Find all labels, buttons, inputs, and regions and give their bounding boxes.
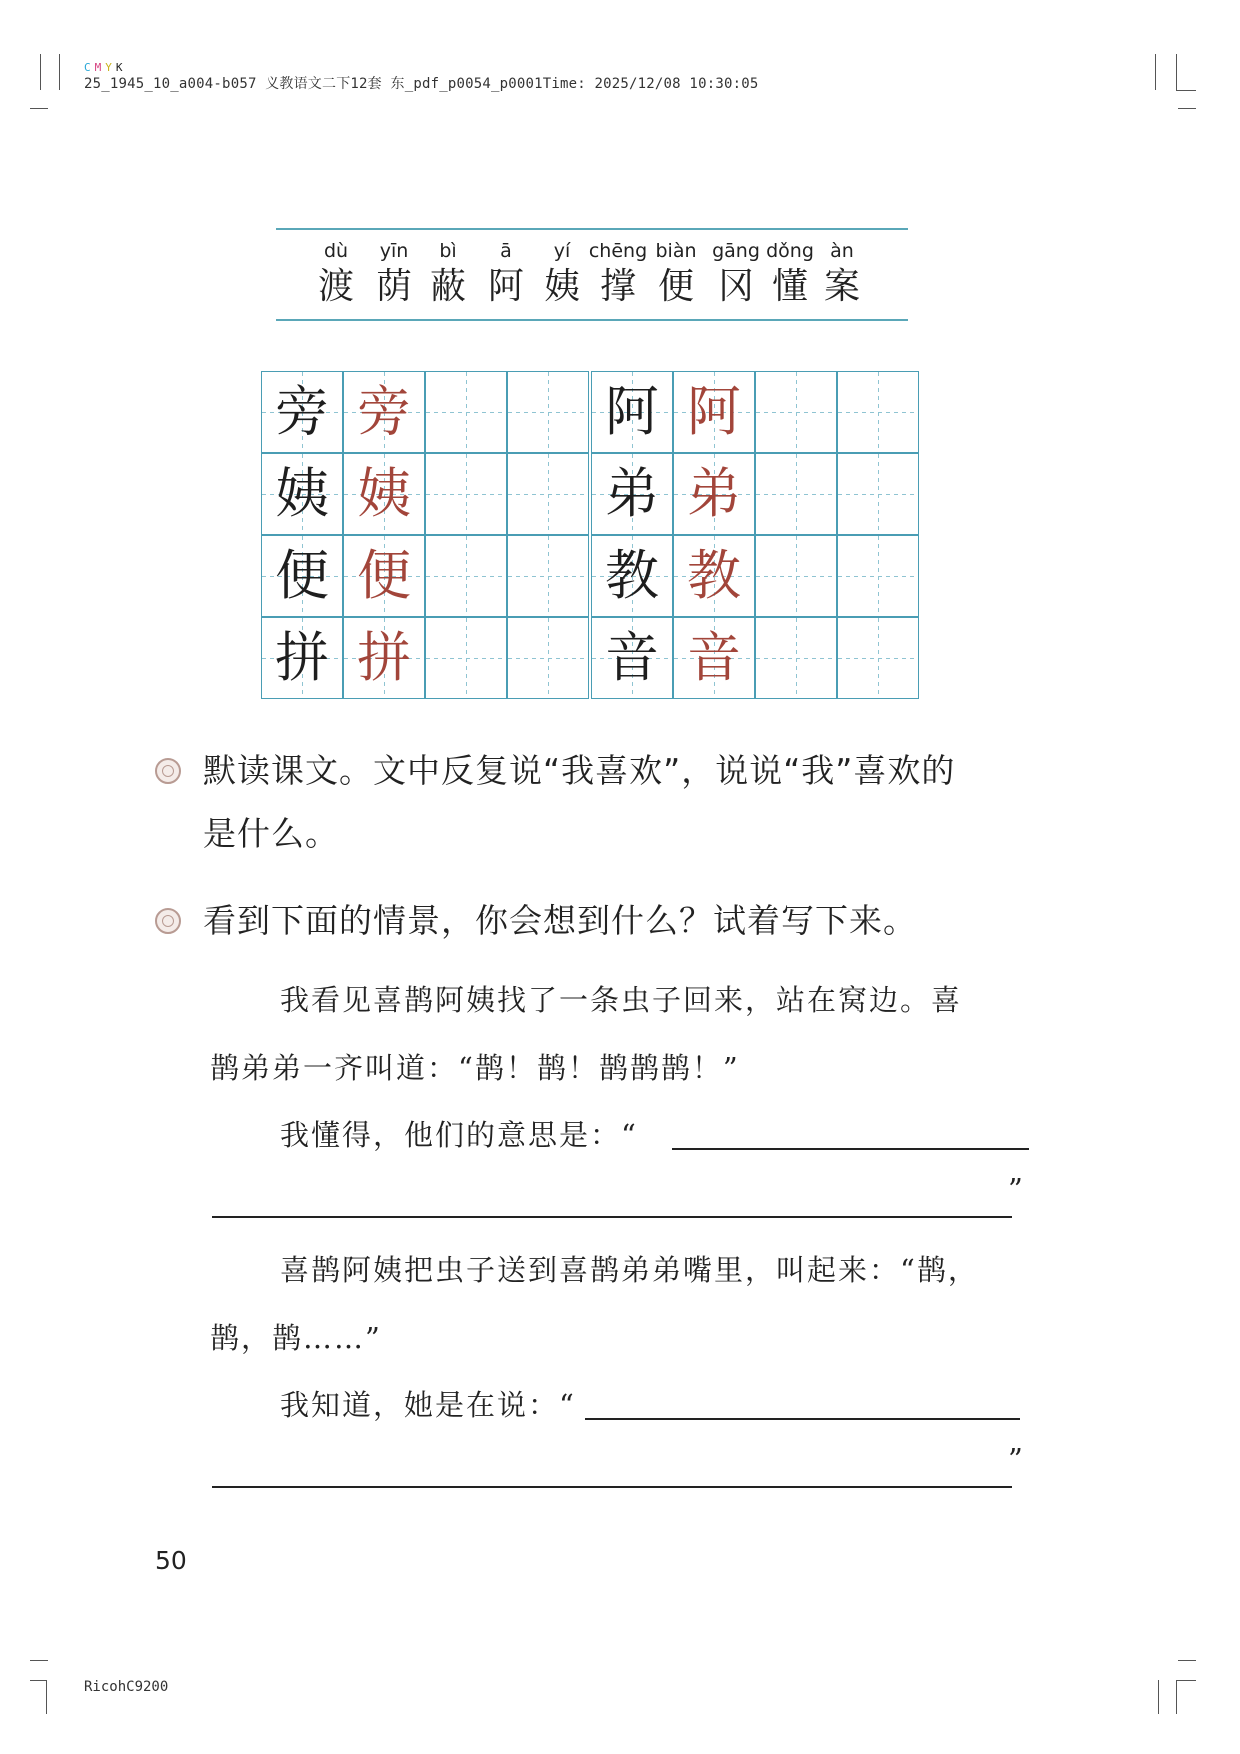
page-number: 50 xyxy=(155,1546,187,1575)
vocab-pinyin: chēng xyxy=(588,240,648,262)
model-character: 拼 xyxy=(261,617,343,699)
practice-cell[interactable] xyxy=(755,371,837,453)
story-para-3-line-2: 鹊，鹊……” xyxy=(210,1321,382,1355)
crop-mark xyxy=(59,54,60,90)
vocab-pinyin: gāng xyxy=(712,240,760,262)
model-character: 教 xyxy=(591,535,673,617)
vocab-character: 便 xyxy=(657,266,694,307)
practice-cell[interactable] xyxy=(837,617,919,699)
practice-cell[interactable] xyxy=(507,371,589,453)
exercise-1-line-1: 默读课文。文中反复说“我喜欢”，说说“我”喜欢的 xyxy=(203,751,956,790)
crop-mark xyxy=(1176,1680,1177,1714)
print-footer: RicohC9200 xyxy=(84,1679,169,1695)
crop-mark xyxy=(1158,1680,1159,1714)
practice-cell[interactable] xyxy=(755,535,837,617)
close-quote-2: ” xyxy=(1008,1442,1025,1476)
trace-character: 弟 xyxy=(673,453,755,535)
story-para-2: 我懂得，他们的意思是：“ xyxy=(280,1118,638,1152)
model-character: 阿 xyxy=(591,371,673,453)
vocab-pinyin: yí xyxy=(553,240,571,262)
vocab-pinyin: àn xyxy=(830,240,854,262)
vocab-pinyin: yīn xyxy=(379,240,409,262)
trace-character: 音 xyxy=(673,617,755,699)
practice-cell[interactable] xyxy=(425,535,507,617)
print-header xyxy=(84,60,758,92)
answer-blank-1b[interactable] xyxy=(212,1216,1012,1218)
crop-mark xyxy=(1176,1680,1196,1681)
practice-cell[interactable] xyxy=(507,535,589,617)
trace-character: 旁 xyxy=(343,371,425,453)
crop-mark xyxy=(1155,54,1156,90)
practice-cell[interactable] xyxy=(425,371,507,453)
vocab-pinyin: ā xyxy=(500,240,512,262)
answer-blank-2a[interactable] xyxy=(585,1418,1020,1420)
practice-cell[interactable] xyxy=(755,617,837,699)
close-quote-1: ” xyxy=(1008,1172,1025,1206)
trace-character: 便 xyxy=(343,535,425,617)
practice-cell[interactable] xyxy=(837,453,919,535)
vocab-pinyin: dǒng xyxy=(766,240,814,262)
story-para-1-line-1: 我看见喜鹊阿姨找了一条虫子回来，站在窝边。喜 xyxy=(280,983,963,1017)
cmyk-k: K xyxy=(115,61,127,74)
model-character: 音 xyxy=(591,617,673,699)
answer-blank-1a[interactable] xyxy=(672,1148,1029,1150)
trace-character: 教 xyxy=(673,535,755,617)
vocab-character: 渡 xyxy=(317,266,354,307)
story-para-3-line-1: 喜鹊阿姨把虫子送到喜鹊弟弟嘴里，叫起来：“鹊， xyxy=(280,1253,979,1287)
writing-grid xyxy=(261,371,921,701)
crop-mark xyxy=(1178,1660,1196,1661)
practice-cell[interactable] xyxy=(755,453,837,535)
vocab-character: 冈 xyxy=(717,266,754,307)
trace-character: 拼 xyxy=(343,617,425,699)
answer-blank-2b[interactable] xyxy=(212,1486,1012,1488)
practice-cell[interactable] xyxy=(837,535,919,617)
vocab-character: 案 xyxy=(823,266,860,307)
crop-mark xyxy=(1176,54,1177,90)
vocab-item xyxy=(642,238,710,310)
crop-mark xyxy=(30,1680,46,1681)
cmyk-y: Y xyxy=(105,61,116,74)
practice-cell[interactable] xyxy=(507,453,589,535)
cmyk-c: C xyxy=(84,61,95,74)
practice-cell[interactable] xyxy=(837,371,919,453)
vocab-character: 蔽 xyxy=(429,266,466,307)
vocab-character: 懂 xyxy=(771,266,808,307)
vocab-item xyxy=(808,238,876,310)
vocab-character: 姨 xyxy=(543,266,580,307)
vocab-top-rule xyxy=(276,228,908,230)
practice-cell[interactable] xyxy=(425,453,507,535)
vocab-character: 荫 xyxy=(375,266,412,307)
exercise-bullet-icon xyxy=(155,758,181,784)
crop-mark xyxy=(46,1680,47,1714)
vocab-character: 阿 xyxy=(487,266,524,307)
model-character: 姨 xyxy=(261,453,343,535)
crop-mark xyxy=(30,1660,48,1661)
vocab-bottom-rule xyxy=(276,319,908,321)
practice-cell[interactable] xyxy=(425,617,507,699)
practice-cell[interactable] xyxy=(507,617,589,699)
crop-mark xyxy=(1176,90,1196,91)
exercise-1-line-2: 是什么。 xyxy=(203,814,339,853)
cmyk-marks xyxy=(84,60,758,76)
exercise-2-prompt: 看到下面的情景，你会想到什么？试着写下来。 xyxy=(203,901,917,940)
crop-mark xyxy=(1178,108,1196,109)
model-character: 旁 xyxy=(261,371,343,453)
exercise-bullet-icon xyxy=(155,908,181,934)
crop-mark xyxy=(30,108,48,109)
vocab-pinyin: dù xyxy=(323,240,349,262)
cmyk-m: M xyxy=(94,61,106,74)
vocabulary-row xyxy=(316,238,876,318)
story-para-4: 我知道，她是在说：“ xyxy=(280,1388,576,1422)
trace-character: 姨 xyxy=(343,453,425,535)
trace-character: 阿 xyxy=(673,371,755,453)
story-para-1-line-2: 鹊弟弟一齐叫道：“鹊！鹊！鹊鹊鹊！” xyxy=(210,1051,740,1085)
crop-mark xyxy=(40,54,41,90)
vocab-pinyin: biàn xyxy=(655,240,697,262)
vocab-character: 撑 xyxy=(599,266,636,307)
model-character: 弟 xyxy=(591,453,673,535)
vocab-pinyin: bì xyxy=(439,240,457,262)
print-job-line: 25_1945_10_a004-b057 义教语文二下12套 东_pdf_p0054_p0001Time: 2025/12/08 10:30:05 xyxy=(84,76,759,92)
model-character: 便 xyxy=(261,535,343,617)
